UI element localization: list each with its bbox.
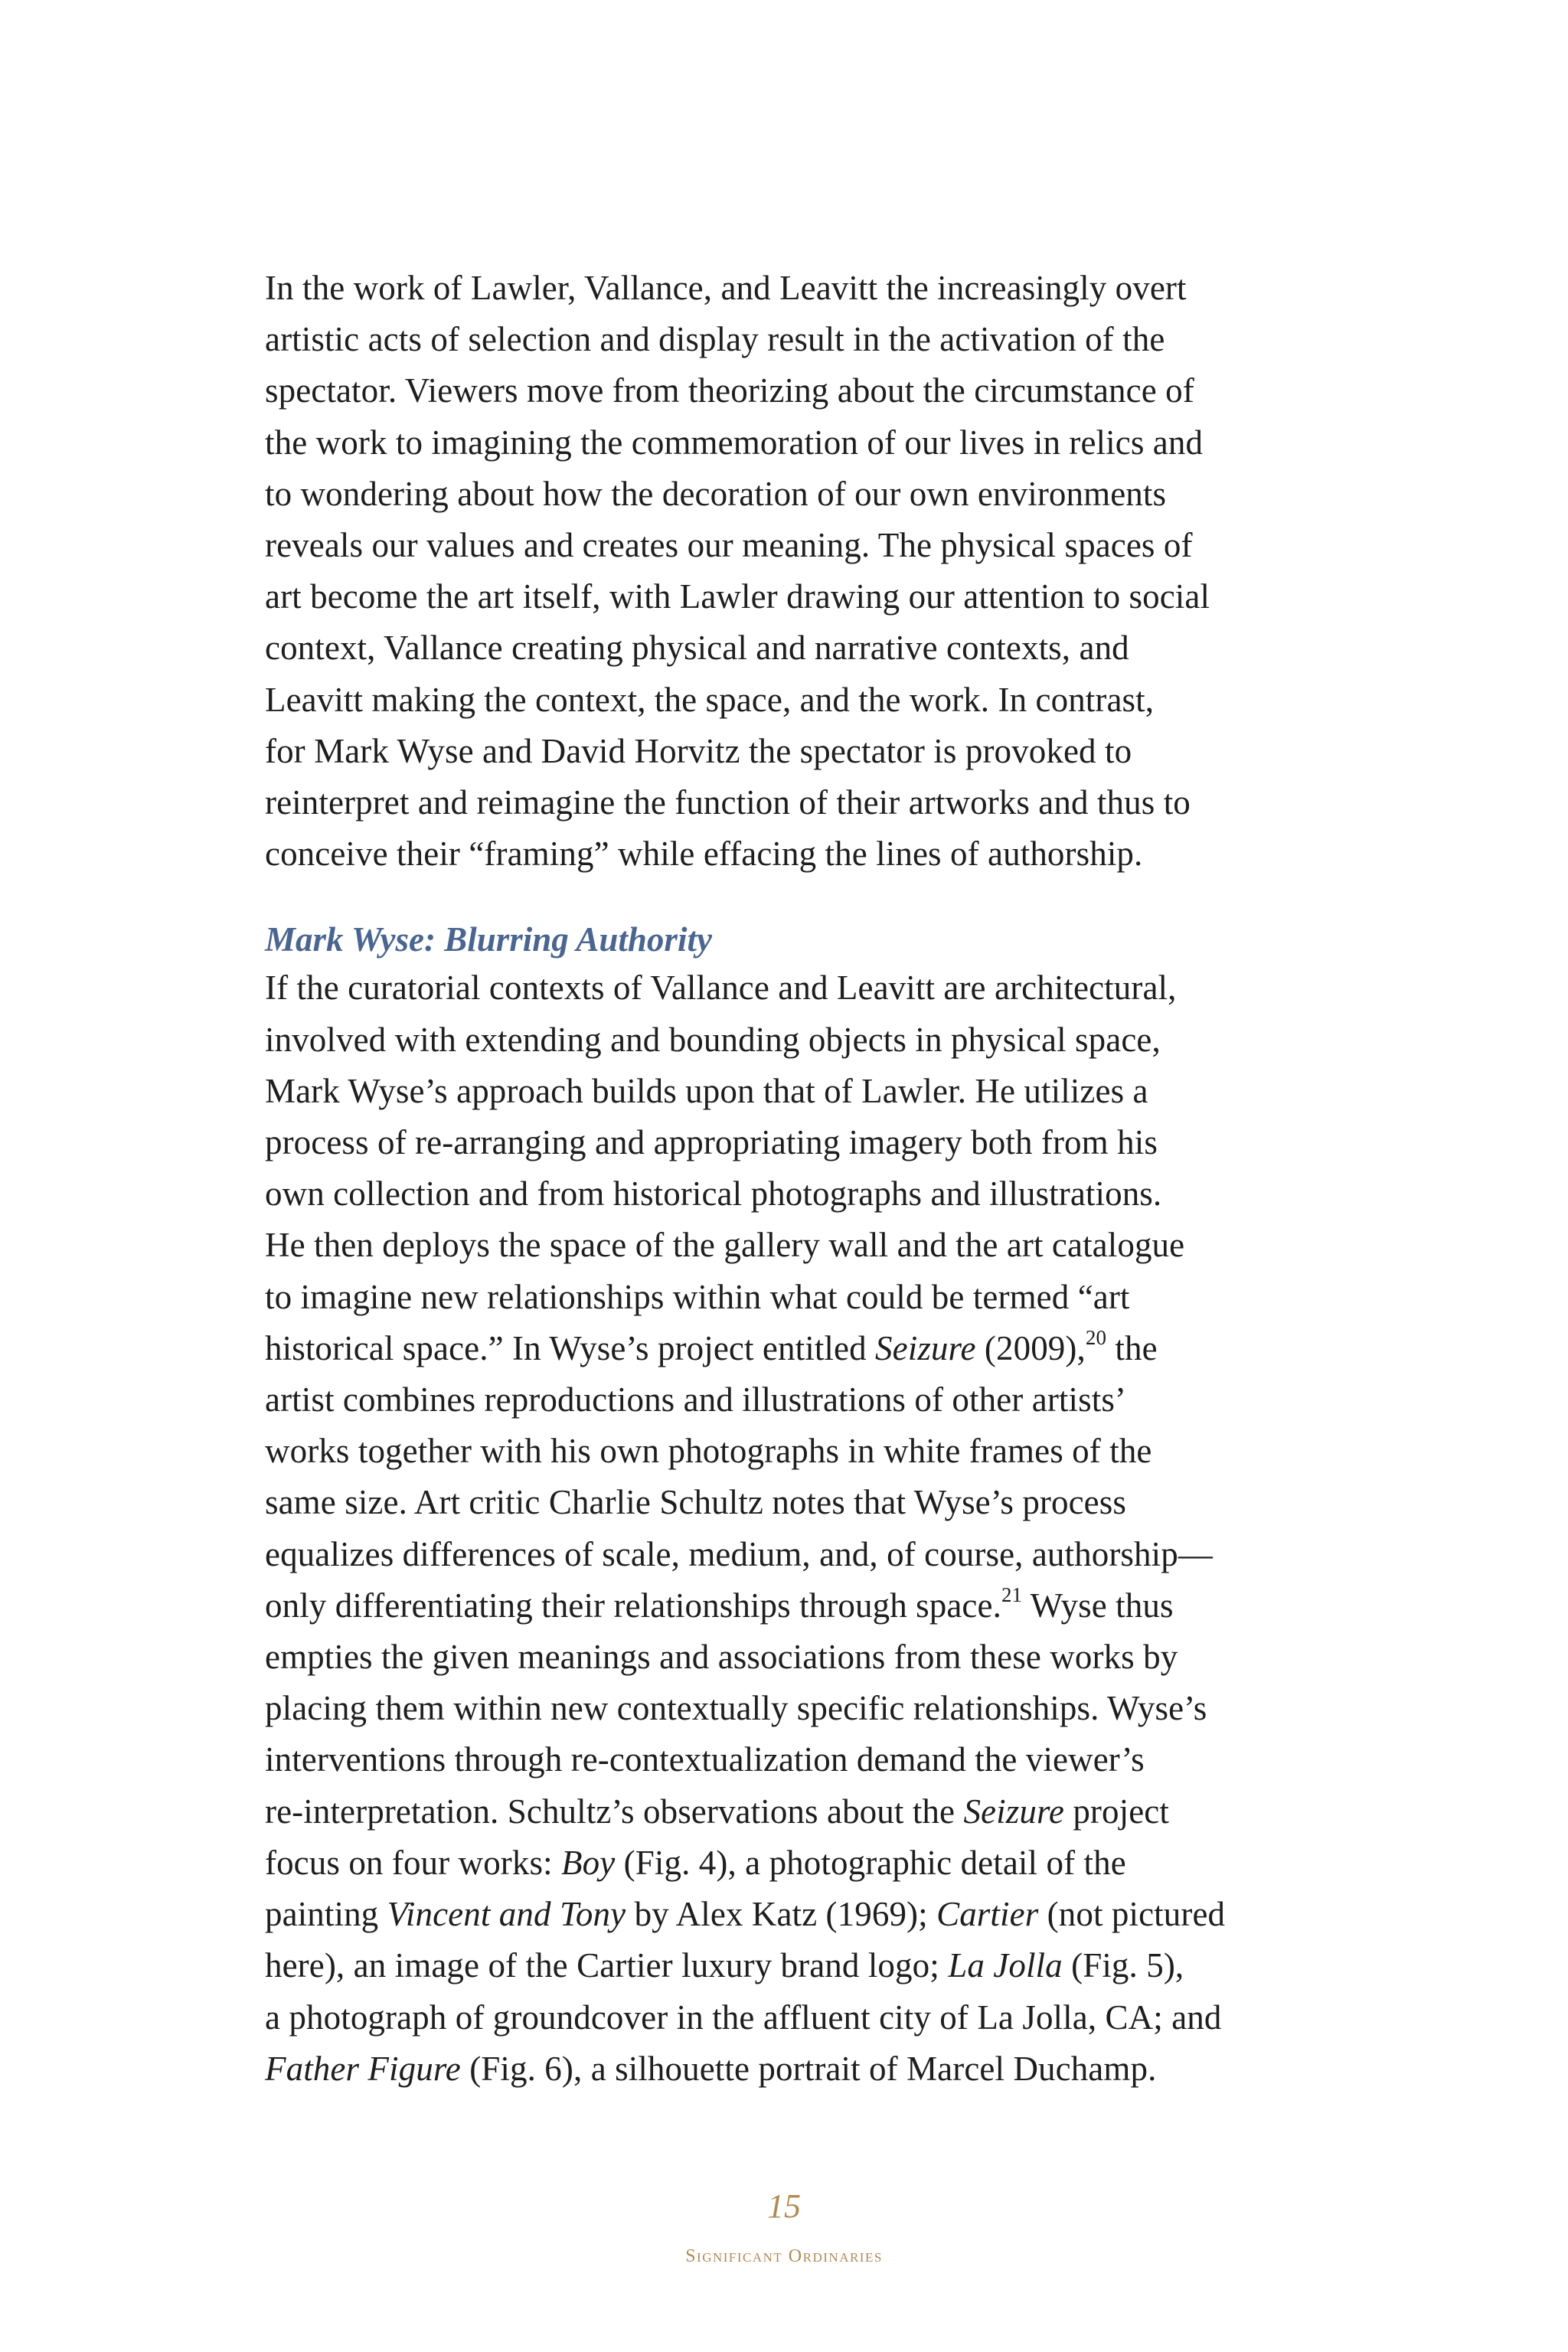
text-run: only differentiating their relationships through space. <box>265 1586 1001 1625</box>
text-line: involved with extending and bounding objects in physical space, <box>265 1020 1161 1059</box>
text-run: (Fig. 4), a photographic detail of the <box>615 1843 1126 1882</box>
text-line: interventions through re-contextualization demand the viewer’s <box>265 1740 1145 1779</box>
text-line: the work to imagining the commemoration of our lives in relics and <box>265 423 1204 462</box>
footnote-ref: 21 <box>1001 1583 1023 1606</box>
text-line <box>265 2043 1321 2095</box>
text-run: Wyse thus <box>1022 1586 1174 1625</box>
text-line: reinterpret and reimagine the function of their artworks and thus to <box>265 783 1191 822</box>
text-line: equalizes differences of scale, medium, and, of course, authorship— <box>265 1534 1213 1573</box>
running-title: Significant Ordinaries <box>685 2246 883 2266</box>
text-run: by Alex Katz (1969); <box>626 1895 937 1934</box>
text-line: In the work of Lawler, Vallance, and Leavitt the increasingly overt <box>265 269 1187 307</box>
text-line: artistic acts of selection and display result in the activation of the <box>265 320 1165 359</box>
text-line: for Mark Wyse and David Horvitz the spectator is provoked to <box>265 731 1132 770</box>
text-line <box>265 1838 1321 1889</box>
text-line: reveals our values and creates our meaning. The physical spaces of <box>265 526 1193 565</box>
text-run: painting <box>265 1895 387 1934</box>
text-line: own collection and from historical photographs and illustrations. <box>265 1174 1162 1214</box>
text-line: placing them within new contextually specific relationships. Wyse’s <box>265 1689 1207 1728</box>
text-line <box>265 1940 1321 1991</box>
text-line: empties the given meanings and associations from these works by <box>265 1638 1178 1677</box>
text-line: art become the art itself, with Lawler drawing our attention to social <box>265 577 1210 616</box>
text-line: to wondering about how the decoration of our own environments <box>265 474 1167 513</box>
artwork-title: La Jolla <box>948 1946 1063 1985</box>
body-paragraph-2 <box>265 962 1321 2094</box>
page-number: 15 <box>767 2187 801 2225</box>
body-paragraph-1 <box>265 263 1321 880</box>
text-line: works together with his own photographs in white frames of the <box>265 1432 1152 1471</box>
text-column <box>265 263 1321 2095</box>
artwork-title: Seizure <box>963 1792 1064 1831</box>
text-line: same size. Art critic Charlie Schultz notes that Wyse’s process <box>265 1483 1126 1522</box>
artwork-title: Boy <box>561 1843 616 1882</box>
text-run: re-interpretation. Schultz’s observations about the <box>265 1792 964 1831</box>
text-line: Mark Wyse’s approach builds upon that of Lawler. He utilizes a <box>265 1071 1148 1110</box>
text-run: focus on four works: <box>265 1843 562 1882</box>
text-run: (not pictured <box>1038 1895 1226 1934</box>
text-run: the <box>1106 1328 1158 1367</box>
text-run: historical space.” In Wyse’s project entitled <box>265 1328 876 1367</box>
text-run: project <box>1063 1792 1169 1831</box>
text-line: artist combines reproductions and illustrations of other artists’ <box>265 1380 1127 1419</box>
text-line: to imagine new relationships within what could be termed “art <box>265 1277 1130 1316</box>
text-run: here), an image of the Cartier luxury brand logo; <box>265 1946 949 1985</box>
artwork-title: Cartier <box>936 1895 1039 1934</box>
text-line: spectator. Viewers move from theorizing about the circumstance of <box>265 371 1194 410</box>
text-line: process of re-arranging and appropriating imagery both from his <box>265 1123 1158 1162</box>
text-line <box>265 1786 1321 1838</box>
text-line <box>265 1323 1321 1374</box>
text-run: (Fig. 6), a silhouette portrait of Marcel Duchamp. <box>460 2049 1157 2088</box>
text-line: He then deploys the space of the gallery wall and the art catalogue <box>265 1226 1185 1265</box>
artwork-title: Seizure <box>875 1328 976 1367</box>
footnote-ref: 20 <box>1085 1325 1107 1349</box>
section-heading: Mark Wyse: Blurring Authority <box>265 920 712 959</box>
text-line: If the curatorial contexts of Vallance and Leavitt are architectural, <box>265 969 1177 1008</box>
text-run: (Fig. 5), <box>1062 1946 1184 1985</box>
text-run: (2009), <box>975 1328 1086 1367</box>
text-line: context, Vallance creating physical and narrative contexts, and <box>265 629 1129 668</box>
text-line <box>265 1889 1321 1940</box>
text-line: conceive their “framing” while effacing the lines of authorship. <box>265 835 1143 874</box>
text-line: a photograph of groundcover in the affluent city of La Jolla, CA; and <box>265 1998 1222 2037</box>
artwork-title: Father Figure <box>265 2049 461 2088</box>
text-line <box>265 1580 1321 1632</box>
artwork-title: Vincent and Tony <box>387 1895 626 1934</box>
text-line: Leavitt making the context, the space, and the work. In contrast, <box>265 680 1155 719</box>
